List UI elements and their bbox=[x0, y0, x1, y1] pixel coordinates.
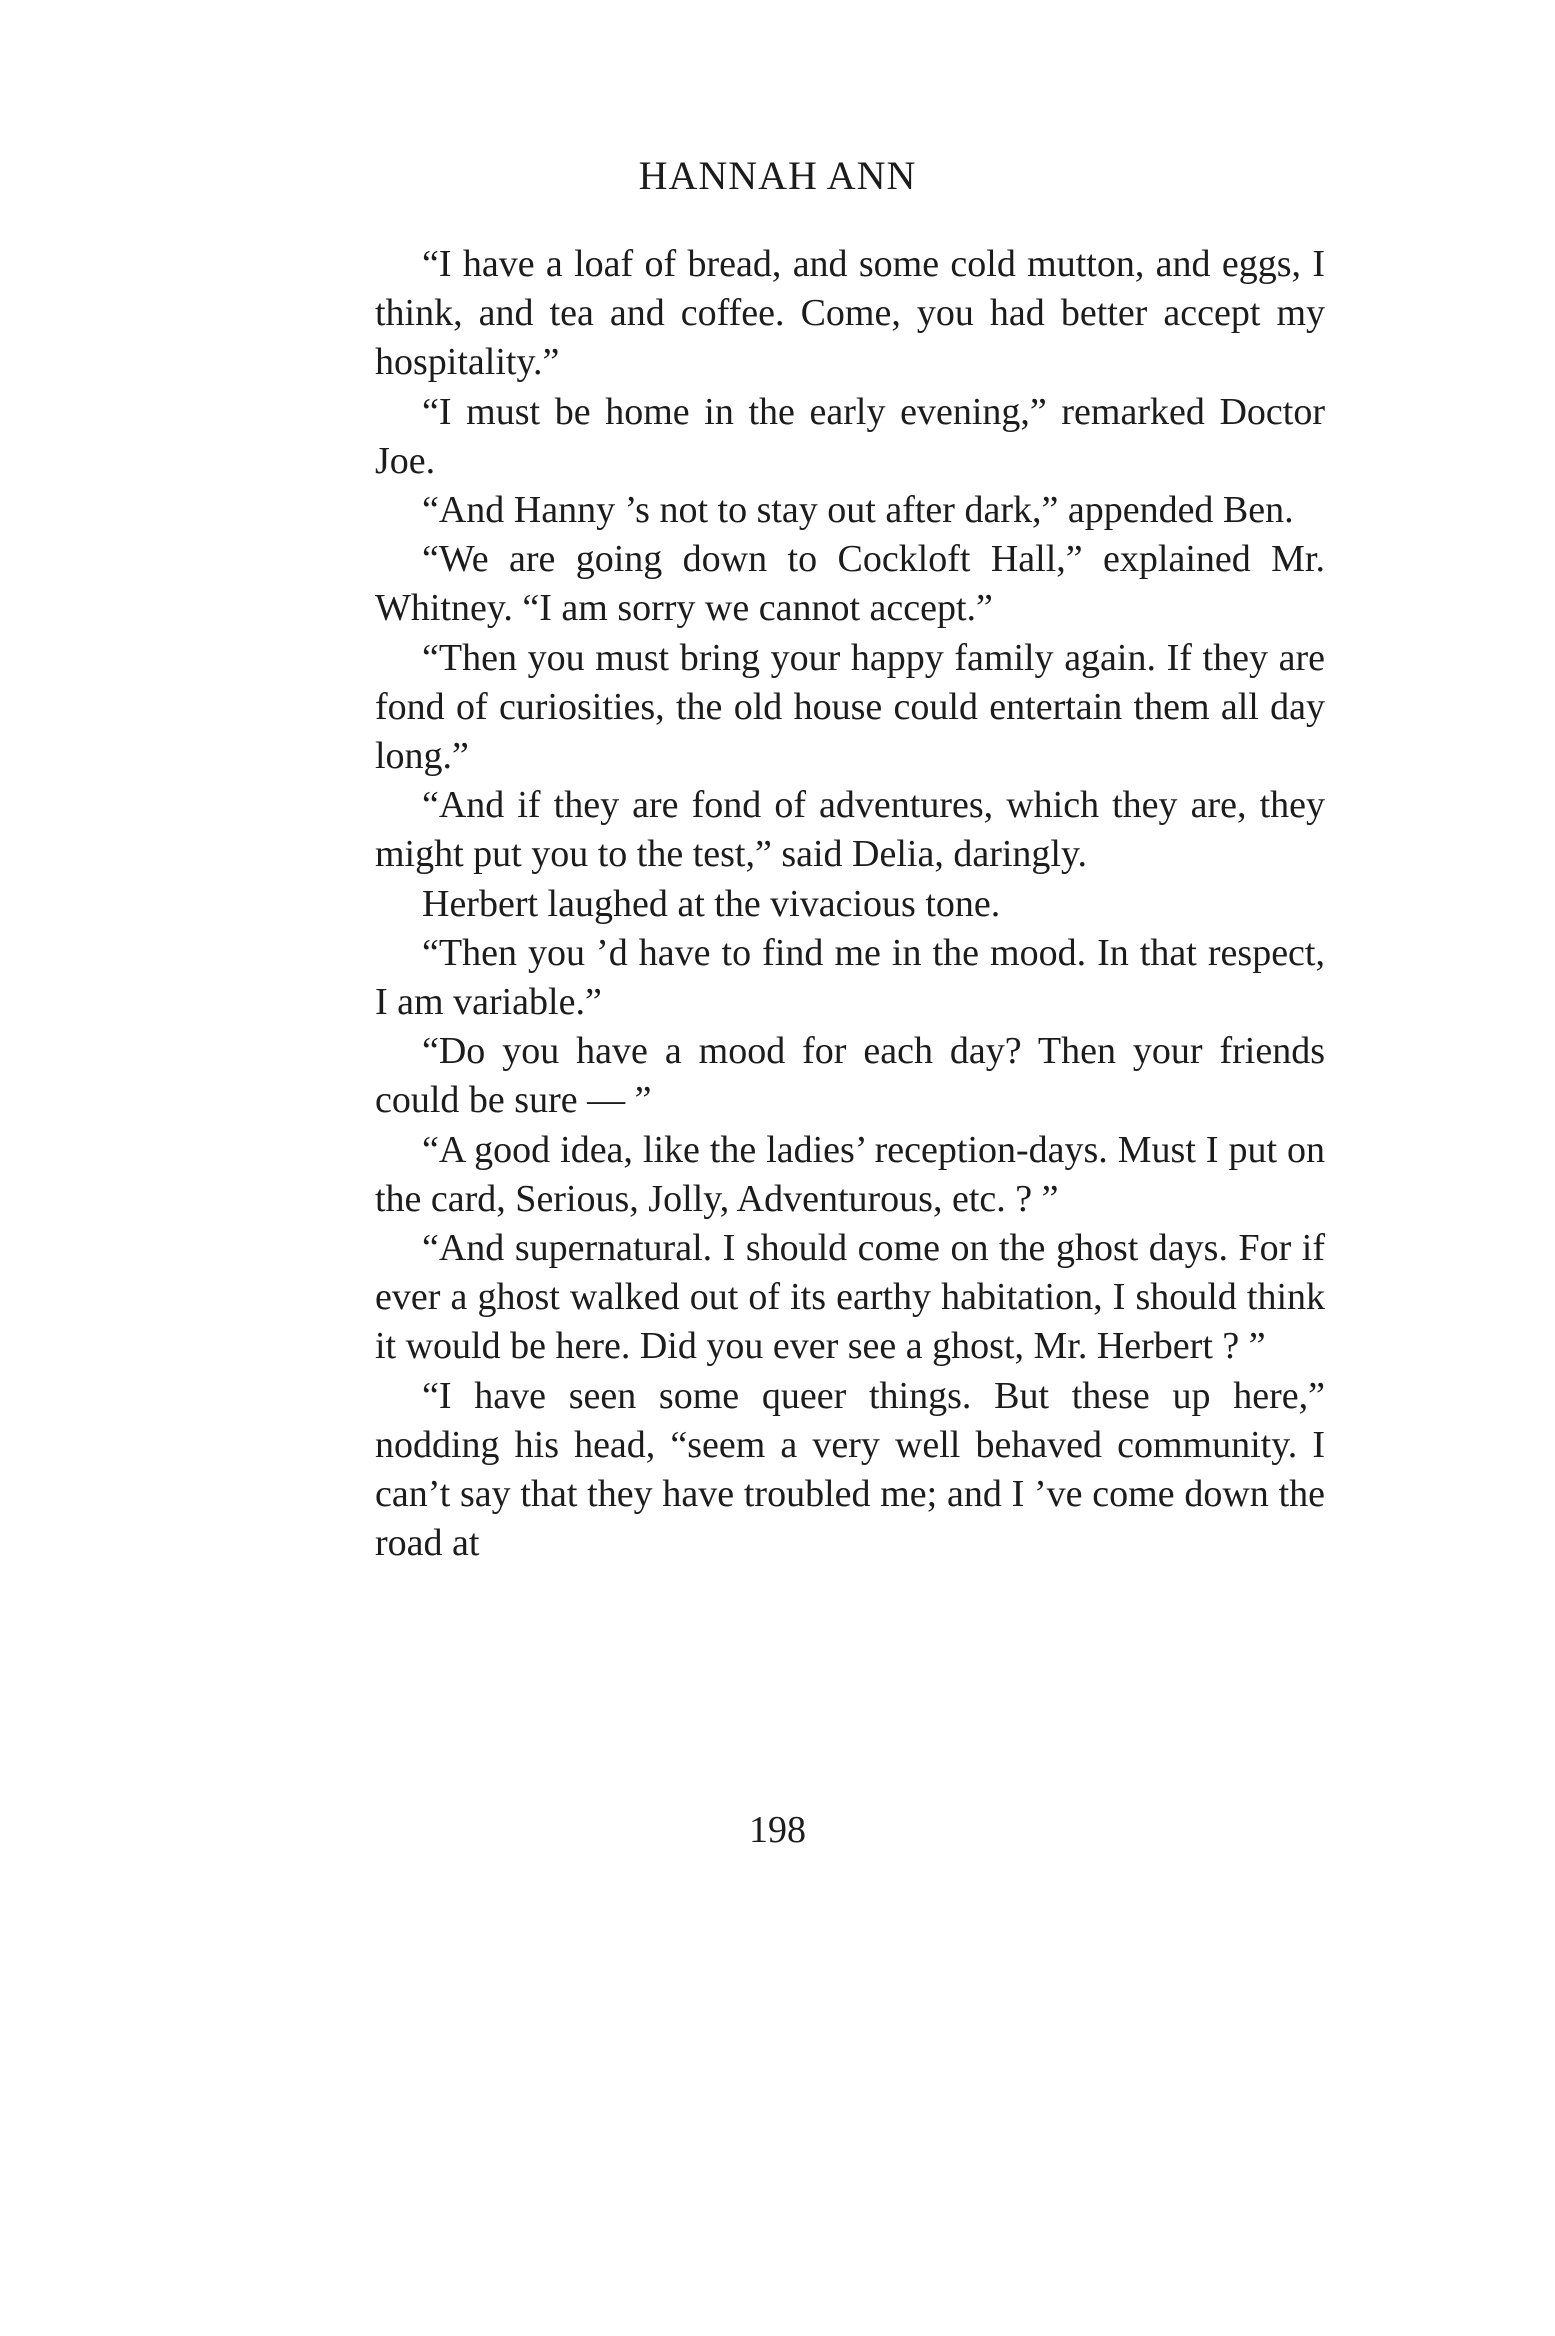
running-title: HANNAH ANN bbox=[638, 153, 917, 198]
paragraph: “And if they are fond of adventures, which they are, they might put you to the test,” said Delia, daringly. bbox=[375, 784, 1325, 876]
paragraph: “I must be home in the early evening,” remarked Doctor Joe. bbox=[375, 390, 1325, 482]
page-number: 198 bbox=[749, 1809, 806, 1851]
paragraph: “I have seen some queer things. But these up here,” nodding his head, “seem a very well behaved community. I can’t say that they have troubled me; and I ’ve come down the road at bbox=[375, 1374, 1325, 1565]
paragraph: “I have a loaf of bread, and some cold mutton, and eggs, I think, and tea and coffee. Come, you had better accept my hospitality.” bbox=[375, 243, 1325, 384]
paragraph: “Then you ’d have to find me in the mood. In that respect, I am variable.” bbox=[375, 931, 1325, 1024]
body-text bbox=[375, 240, 1325, 1568]
paragraph: “And Hanny ’s not to stay out after dark,” appended Ben. bbox=[422, 489, 1294, 532]
paragraph: “Then you must bring your happy family again. If they are fond of curiosities, the old house could entertain them all day long.” bbox=[375, 636, 1325, 778]
paragraph: Herbert laughed at the vivacious tone. bbox=[422, 882, 1001, 925]
paragraph: “Do you have a mood for each day? Then your friends could be sure — ” bbox=[375, 1030, 1325, 1122]
paragraph: “A good idea, like the ladies’ reception-days. Must I put on the card, Serious, Jolly, Adventurous, etc. ? ” bbox=[375, 1128, 1325, 1220]
paragraph: “And supernatural. I should come on the ghost days. For if ever a ghost walked out of its earthy habitation, I should think it would be here. Did you ever see a ghost, Mr. Herbert ? ” bbox=[375, 1227, 1325, 1368]
paragraph: “We are going down to Cockloft Hall,” explained Mr. Whitney. “I am sorry we cannot accept.” bbox=[375, 538, 1325, 630]
